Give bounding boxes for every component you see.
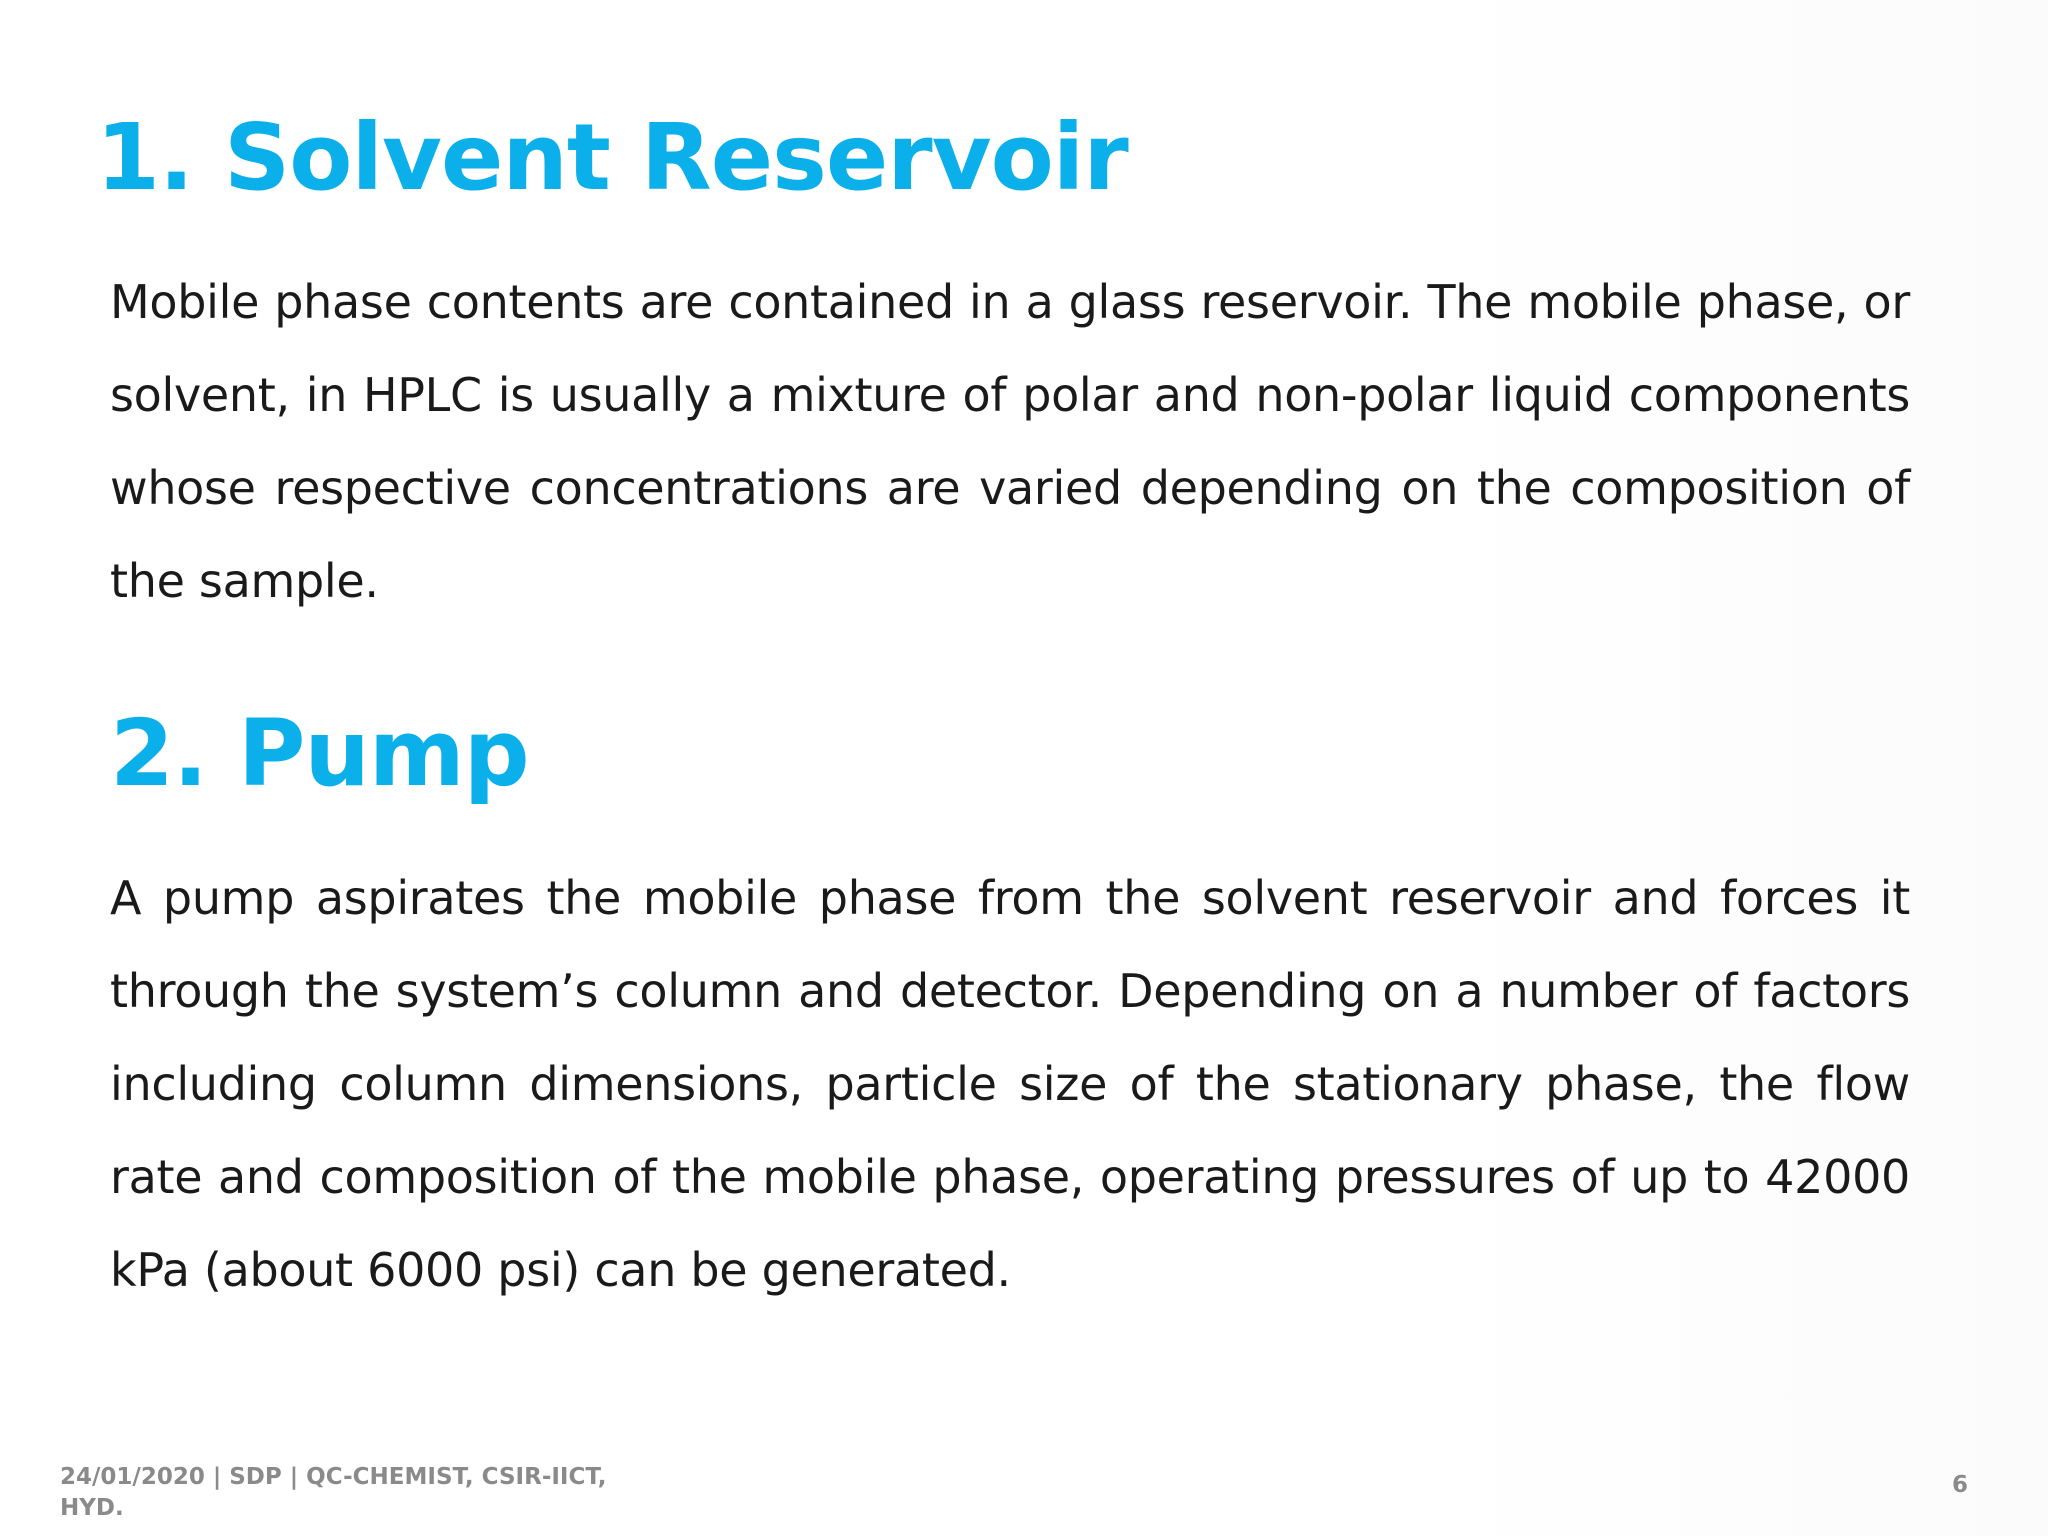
page-number: 6 bbox=[1952, 1472, 1969, 1498]
section-heading-solvent-reservoir: 1. Solvent Reservoir bbox=[96, 104, 1128, 211]
section-body-pump: A pump aspirates the mobile phase from the solvent reservoir and forces it through the system’s column and detector. Depending on a number of factors including column dimensions, particle size of the stationary phase, the flow rate and composition of the mobile phase, operating pressures of up to 42000 kPa (about 6000 psi) can be generated. bbox=[110, 871, 1910, 1297]
slide-footer: 24/01/2020 | SDP | QC-CHEMIST, CSIR-IICT, HYD. bbox=[60, 1464, 607, 1521]
section-heading-pump: 2. Pump bbox=[110, 700, 529, 807]
section-body-solvent-reservoir: Mobile phase contents are contained in a glass reservoir. The mobile phase, or solvent, in HPLC is usually a mixture of polar and non-polar liquid components whose respective concentrations are varied depending on the composition of the sample. bbox=[110, 275, 1910, 608]
